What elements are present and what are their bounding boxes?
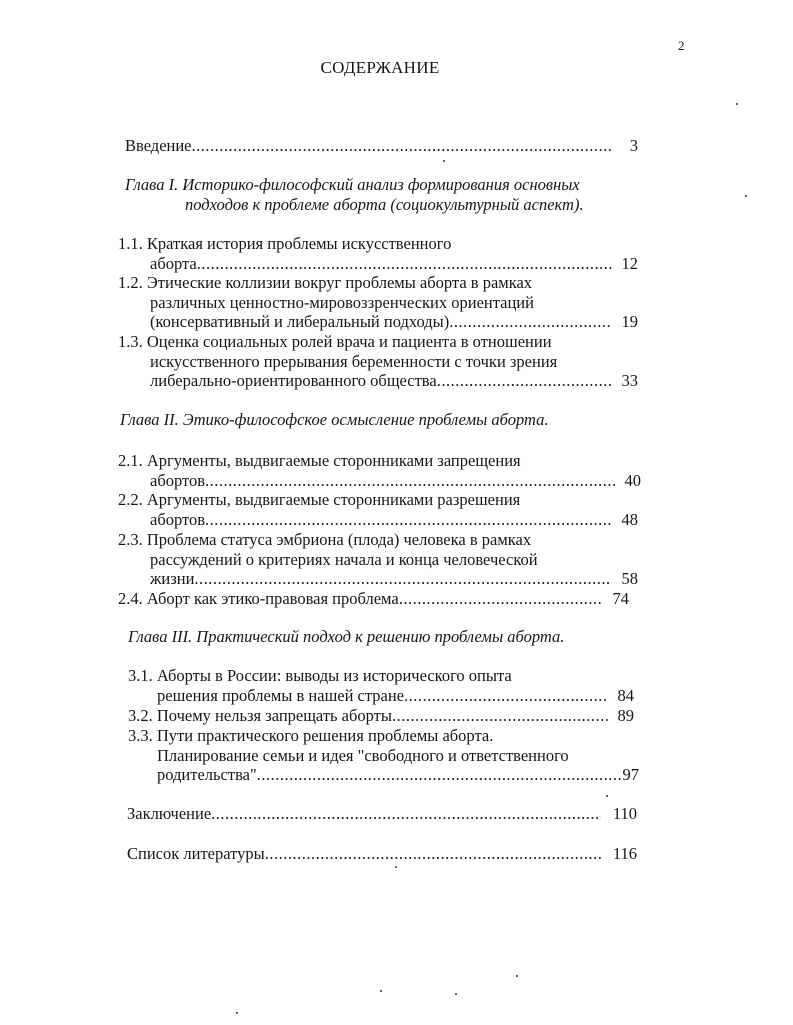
- toc-entry-conclusion: [127, 804, 637, 824]
- entry-line: Пути практического решения проблемы аборта.: [156, 726, 494, 745]
- entry-line: Проблема статуса эмбриона (плода) человека в рамках: [146, 530, 532, 549]
- dot-leader: [197, 254, 612, 274]
- dot-leader: [392, 706, 608, 726]
- toc-entry-2-1: [118, 451, 641, 490]
- section-number: 1.3.: [118, 332, 143, 351]
- entry-page: 74: [612, 589, 629, 608]
- entry-line: искусственного прерывания беременности с точки зрения: [150, 351, 558, 371]
- toc-entry-1-2: [118, 273, 638, 332]
- entry-label: Список литературы: [127, 844, 265, 863]
- toc-entry-2-2: [118, 490, 638, 529]
- entry-line: родительства": [157, 765, 257, 785]
- entry-line: Планирование семьи и идея "свободного и ответственного: [157, 745, 569, 765]
- entry-page: 33: [621, 371, 638, 391]
- section-number: 3.3.: [128, 726, 153, 745]
- entry-line: Аборты в России: выводы из исторического опыта: [156, 666, 512, 685]
- entry-line: абортов: [150, 509, 206, 529]
- dot-leader: [192, 136, 612, 156]
- toc-entry-3-3: [128, 726, 639, 785]
- entry-page: 48: [621, 509, 638, 529]
- entry-page: 12: [621, 253, 638, 273]
- section-number: 2.4.: [118, 589, 143, 608]
- entry-line: различных ценностно-мировоззренческих ориентаций: [150, 292, 534, 312]
- entry-line: Оценка социальных ролей врача и пациента в отношении: [146, 332, 552, 351]
- entry-line: жизни: [150, 569, 195, 589]
- entry-line: Аргументы, выдвигаемые сторонниками запрещения: [146, 451, 521, 470]
- entry-page: 110: [612, 804, 637, 823]
- scan-speck: [736, 103, 738, 105]
- dot-leader: [399, 589, 603, 609]
- chapter-1-heading-line2: подходов к проблеме аборта (социокультурный аспект).: [185, 195, 584, 214]
- entry-page: 116: [612, 844, 637, 863]
- entry-line: решения проблемы в нашей стране: [157, 685, 405, 705]
- entry-line: Краткая история проблемы искусственного: [146, 234, 452, 253]
- entry-page: 19: [621, 312, 638, 332]
- dot-leader: [265, 844, 601, 864]
- scan-speck: [395, 866, 397, 868]
- toc-entry-1-3: [118, 332, 638, 391]
- entry-line: аборта: [150, 253, 197, 273]
- entry-line: (консервативный и либеральный подходы): [150, 312, 450, 332]
- page-title: СОДЕРЖАНИЕ: [320, 58, 440, 77]
- entry-label: Заключение: [127, 804, 212, 823]
- entry-line: либерально-ориентированного общества: [150, 371, 437, 391]
- dot-leader: [257, 765, 623, 785]
- toc-entry-1-1: [118, 234, 638, 273]
- scan-speck: [516, 975, 518, 977]
- dot-leader: [211, 804, 601, 824]
- entry-page: 3: [629, 136, 638, 155]
- entry-page: 58: [621, 569, 638, 589]
- scan-speck: [380, 990, 382, 992]
- entry-line: абортов: [150, 470, 206, 490]
- entry-line: Этические коллизии вокруг проблемы аборта в рамках: [146, 273, 533, 292]
- section-number: 3.2.: [128, 706, 153, 725]
- toc-entry-intro: [125, 136, 638, 156]
- entry-line: Аборт как этико-правовая проблема: [146, 589, 399, 608]
- entry-label: Введение: [125, 136, 192, 155]
- dot-leader: [437, 371, 612, 391]
- entry-page: 84: [617, 685, 634, 705]
- dot-leader: [404, 686, 608, 706]
- chapter-2-heading: Глава II. Этико-философское осмысление проблемы аборта.: [120, 410, 549, 429]
- section-number: 2.1.: [118, 451, 143, 470]
- section-number: 3.1.: [128, 666, 153, 685]
- scan-speck: [606, 795, 608, 797]
- toc-entry-2-4: [118, 589, 629, 609]
- dot-leader: [194, 569, 612, 589]
- scan-speck: [443, 160, 445, 162]
- scan-speck: [455, 993, 457, 995]
- section-number: 2.2.: [118, 490, 143, 509]
- entry-page: 40: [624, 470, 641, 490]
- entry-line: Аргументы, выдвигаемые сторонниками разрешения: [146, 490, 521, 509]
- chapter-1-heading-line1: Глава I. Историко-философский анализ формирования основных: [125, 175, 580, 194]
- entry-page: 89: [617, 706, 634, 725]
- entry-page: 97: [622, 765, 639, 785]
- dot-leader: [449, 312, 612, 332]
- section-number: 2.3.: [118, 530, 143, 549]
- toc-entry-bibliography: [127, 844, 637, 864]
- toc-entry-2-3: [118, 530, 638, 589]
- entry-line: Почему нельзя запрещать аборты: [156, 706, 392, 725]
- scan-speck: [745, 195, 747, 197]
- chapter-3-heading: Глава III. Практический подход к решению проблемы аборта.: [128, 627, 565, 646]
- section-number: 1.1.: [118, 234, 143, 253]
- scan-speck: [236, 1012, 238, 1014]
- toc-entry-3-2: [128, 706, 634, 726]
- entry-line: рассуждений о критериях начала и конца человеческой: [150, 549, 538, 569]
- section-number: 1.2.: [118, 273, 143, 292]
- dot-leader: [205, 471, 615, 491]
- page-number: 2: [678, 38, 685, 53]
- dot-leader: [205, 510, 612, 530]
- toc-entry-3-1: [128, 666, 634, 705]
